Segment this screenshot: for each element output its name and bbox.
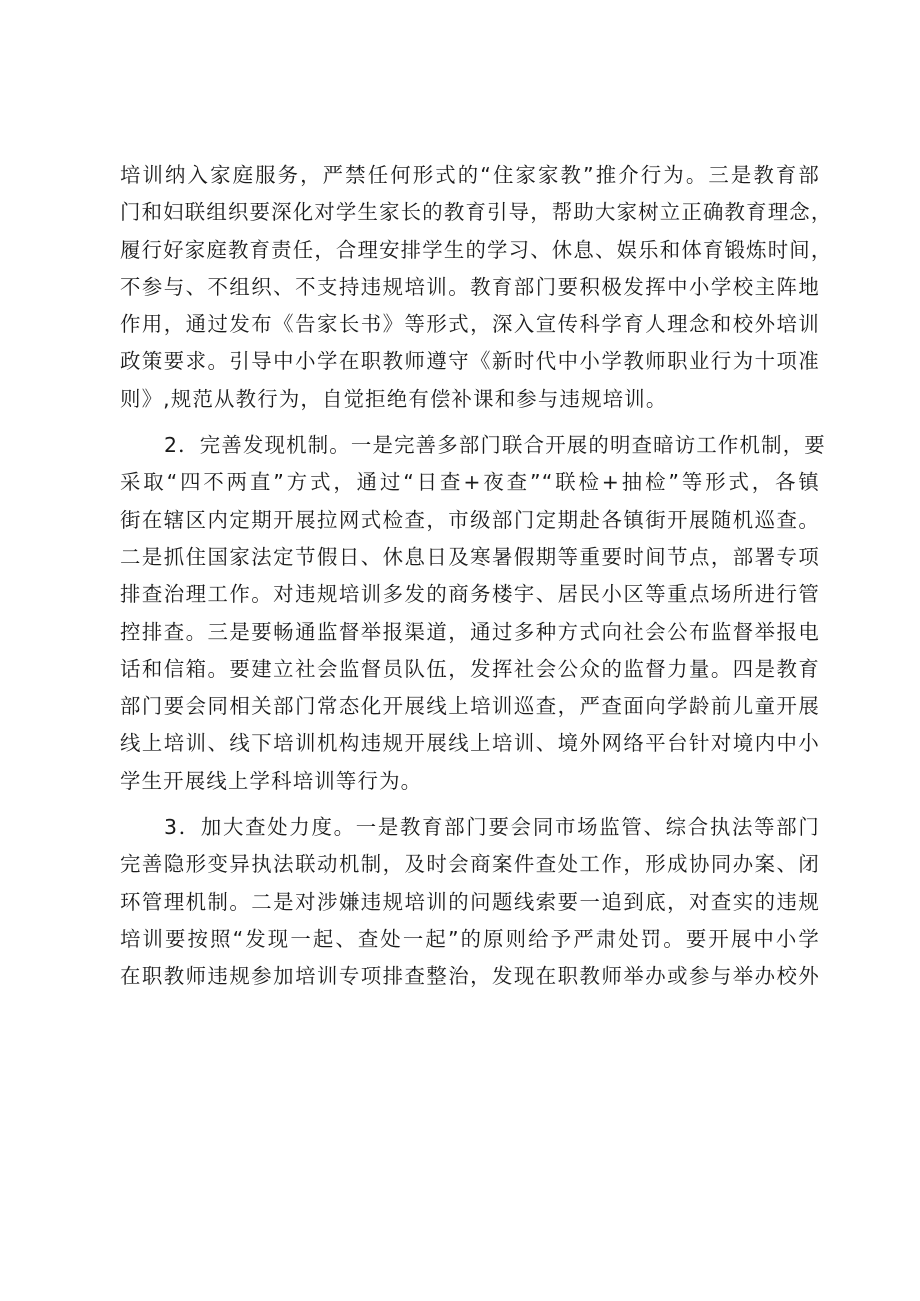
- paragraph-3: [120, 809, 820, 995]
- text-line: 2．完善发现机制。一是完善多部门联合开展的明查暗访工作机制，要: [164, 433, 826, 458]
- text-line: 话和信箱。要建立社会监督员队伍，发挥社会公众的监督力量。四是教育: [120, 656, 820, 681]
- text-line: 在职教师违规参加培训专项排查整治，发现在职教师举办或参与举办校外: [120, 964, 820, 989]
- text-line: 线上培训、线下培训机构违规开展线上培训、境外网络平台针对境内中小: [120, 731, 820, 756]
- text-line: 培训纳入家庭服务，严禁任何形式的“住家家教”推介行为。三是教育部: [120, 163, 820, 187]
- text-line: 部门要会同相关部门常态化开展线上培训巡查，严查面向学龄前儿童开展: [120, 694, 820, 719]
- text-line: 培训要按照“发现一起、查处一起”的原则给予严肃处罚。要开展中小学: [120, 926, 820, 951]
- text-line: 排查治理工作。对违规培训多发的商务楼宇、居民小区等重点场所进行管: [120, 582, 820, 607]
- text-line: 控排查。三是要畅通监督举报渠道，通过多种方式向社会公布监督举报电: [120, 619, 820, 644]
- text-line: 门和妇联组织要深化对学生家长的教育引导，帮助大家树立正确教育理念，: [120, 200, 833, 225]
- text-line: 不参与、不组织、不支持违规培训。教育部门要积极发挥中小学校主阵地: [120, 274, 820, 299]
- text-line: 履行好家庭教育责任，合理安排学生的学习、休息、娱乐和体育锻炼时间，: [120, 237, 833, 262]
- paragraph-continued: [120, 157, 833, 418]
- text-line: 作用，通过发布《告家长书》等形式，深入宣传科学育人理念和校外培训: [120, 312, 820, 337]
- document-body: [120, 157, 833, 996]
- text-line: 二是抓住国家法定节假日、休息日及寒暑假期等重要时间节点，部署专项: [120, 544, 820, 569]
- text-line: 学生开展线上学科培训等行为。: [120, 768, 423, 793]
- paragraph-gap: [120, 418, 820, 427]
- text-line: 3．加大查处力度。一是教育部门要会同市场监管、综合执法等部门: [164, 815, 820, 840]
- text-line: 完善隐形变异执法联动机制，及时会商案件查处工作，形成协同办案、闭: [120, 852, 820, 877]
- paragraph-gap: [120, 800, 820, 809]
- paragraph-2: [120, 427, 826, 800]
- text-line: 街在辖区内定期开展拉网式检查，市级部门定期赴各镇街开展随机巡查。: [120, 507, 820, 532]
- text-line: 则》,规范从教行为，自觉拒绝有偿补课和参与违规培训。: [120, 386, 668, 411]
- text-line: 环管理机制。二是对涉嫌违规培训的问题线索要一追到底，对查实的违规: [120, 889, 820, 914]
- text-line: 政策要求。引导中小学在职教师遵守《新时代中小学教师职业行为十项准: [120, 349, 820, 374]
- text-line: 采取“四不两直”方式，通过“日查+夜查”“联检+抽检”等形式，各镇: [120, 470, 820, 495]
